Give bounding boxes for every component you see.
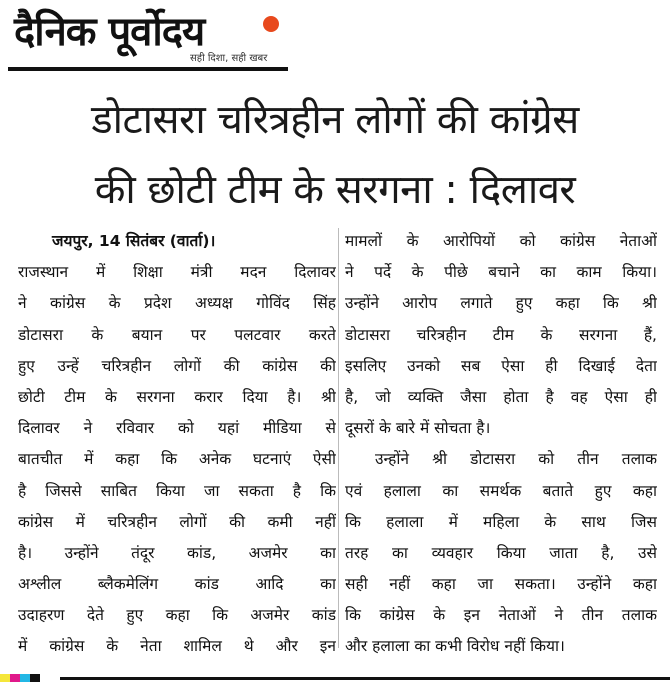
text-line: सही नहीं कहा जा सकता। उन्होंने कहा [345, 575, 657, 594]
text-line: हुए उन्हें चरित्रहीन लोगों की कांग्रेस की [18, 356, 336, 375]
paragraph-start-line: उन्होंने श्री डोटासरा को तीन तलाक [375, 450, 657, 469]
print-registration-bar [0, 674, 670, 682]
text-line: कि कांग्रेस के इन नेताओं ने तीन तलाक [345, 606, 657, 625]
text-line: अश्लील ब्लैकमेलिंग कांड आदि का [18, 575, 336, 594]
article-left-column [18, 226, 336, 663]
yellow-swatch [0, 674, 10, 682]
logo-dot-icon [263, 16, 279, 32]
text-line: है जिससे साबित किया जा सकता है कि [18, 481, 336, 500]
text-line: एवं हलाला का समर्थक बताते हुए कहा [345, 481, 657, 500]
text-line: है, जो व्यक्ति जैसा होता है वह ऐसा ही [345, 387, 657, 406]
newspaper-logo: दैनिक पूर्वोदय [14, 9, 205, 55]
magenta-swatch [10, 674, 20, 682]
text-line: बातचीत में कहा कि अनेक घटनाएं ऐसी [18, 450, 336, 469]
text-line: तरह का व्यवहार किया जाता है, उसे [345, 543, 657, 562]
text-line: उदाहरण देते हुए कहा कि अजमेर कांड [18, 606, 336, 625]
text-line: और हलाला का कभी विरोध नहीं किया। [345, 637, 565, 656]
text-line: दूसरों के बारे में सोचता है। [345, 419, 491, 438]
masthead [8, 4, 293, 74]
text-line: मामलों के आरोपियों को कांग्रेस नेताओं [345, 232, 657, 250]
text-line: इसलिए उनको सब ऐसा ही दिखाई देता [345, 356, 657, 375]
text-line: में कांग्रेस के नेता शामिल थे और इन [18, 637, 336, 656]
text-line: कांग्रेस में चरित्रहीन लोगों की कमी नहीं [18, 512, 336, 531]
text-line: राजस्थान में शिक्षा मंत्री मदन दिलावर [18, 263, 336, 282]
column-divider [338, 228, 339, 648]
article-right-column [345, 226, 657, 663]
bottom-rule [60, 677, 670, 680]
text-line: डोटासरा के बयान पर पलटवार करते [18, 325, 336, 344]
text-line: दिलावर ने रविवार को यहां मीडिया से [18, 419, 336, 438]
masthead-rule [8, 67, 288, 71]
black-swatch [30, 674, 40, 682]
text-line: छोटी टीम के सरगना करार दिया है। श्री [18, 387, 336, 406]
cyan-swatch [20, 674, 30, 682]
text-line: है। उन्होंने तंदूर कांड, अजमेर का [18, 543, 336, 562]
text-line: कि हलाला में महिला के साथ जिस [345, 512, 657, 531]
text-line: डोटासरा चरित्रहीन टीम के सरगना हैं, [345, 325, 657, 344]
masthead-tagline: सही दिशा, सही खबर [190, 53, 268, 64]
text-line: ने पर्दे के पीछे बचाने का काम किया। [345, 263, 657, 282]
text-line: ने कांग्रेस के प्रदेश अध्यक्ष गोविंद सिंह [18, 294, 336, 313]
headline-line-2: की छोटी टीम के सरगना : दिलावर [94, 167, 576, 213]
text-line: उन्होंने आरोप लगाते हुए कहा कि श्री [345, 294, 657, 313]
headline-line-1: डोटासरा चरित्रहीन लोगों की कांग्रेस [91, 97, 579, 143]
dateline: जयपुर, 14 सितंबर (वार्ता)। [52, 232, 216, 250]
